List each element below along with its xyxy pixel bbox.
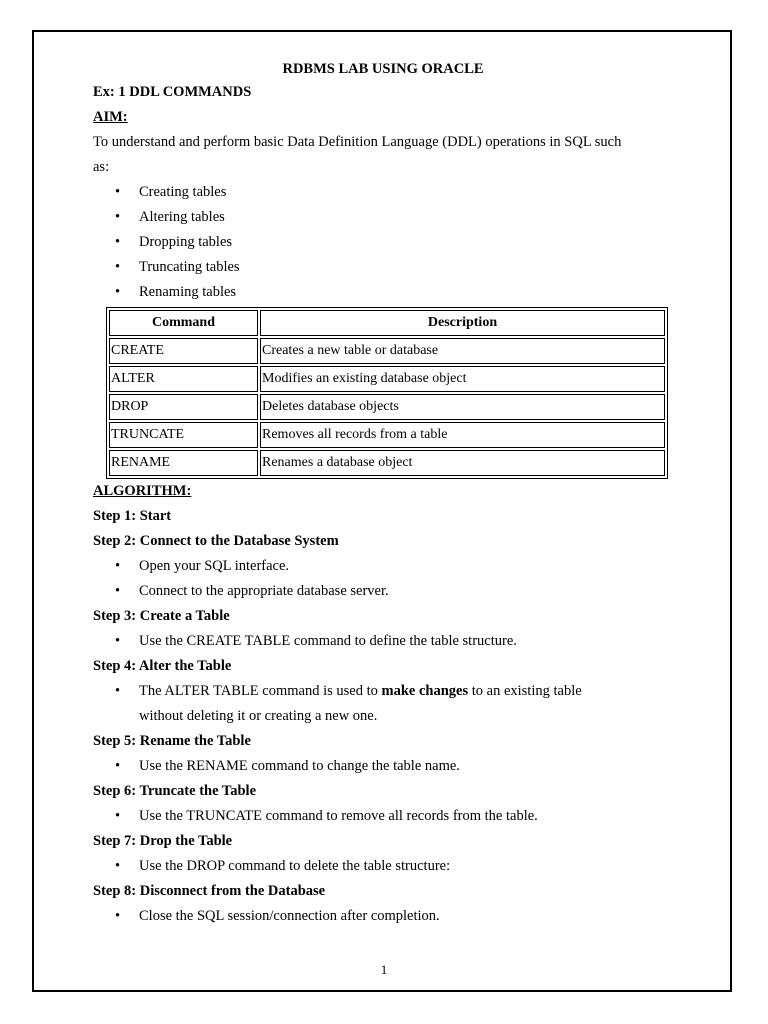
- page-number: 1: [380, 962, 388, 977]
- step-8: Step 8: Disconnect from the Database: [93, 883, 326, 899]
- list-item: • Altering tables: [115, 209, 225, 225]
- list-item: • Renaming tables: [115, 284, 237, 300]
- table-row: [109, 338, 665, 364]
- step-4-list: [93, 679, 683, 729]
- description-cell: Removes all records from a table: [260, 422, 665, 448]
- step-7-list: [93, 854, 683, 879]
- aim-list: [93, 180, 683, 305]
- table-row: [109, 394, 665, 420]
- step-5-list: [93, 754, 683, 779]
- exercise-heading: Ex: 1 DDL COMMANDS: [93, 84, 252, 100]
- column-header-command: Command: [109, 310, 258, 336]
- aim-heading: AIM:: [93, 109, 128, 125]
- document-title: RDBMS LAB USING ORACLE: [282, 61, 484, 77]
- list-item: • Truncating tables: [115, 259, 240, 275]
- list-item: • Open your SQL interface.: [115, 558, 290, 574]
- step-7: Step 7: Drop the Table: [93, 833, 233, 849]
- command-cell: TRUNCATE: [109, 422, 258, 448]
- list-item: • Close the SQL session/connection after completion.: [115, 908, 440, 924]
- list-item: • Dropping tables: [115, 234, 233, 250]
- table-header-row: [109, 310, 665, 336]
- table-row: [109, 422, 665, 448]
- step-3-list: [93, 629, 683, 654]
- step-3: Step 3: Create a Table: [93, 608, 230, 624]
- description-cell: Deletes database objects: [260, 394, 665, 420]
- list-item: • Use the RENAME command to change the table name.: [115, 758, 460, 774]
- command-cell: CREATE: [109, 338, 258, 364]
- table-row: [109, 366, 665, 392]
- list-item: • Use the CREATE TABLE command to define the table structure.: [115, 633, 517, 649]
- list-item: • Connect to the appropriate database server.: [115, 583, 389, 599]
- description-cell: Modifies an existing database object: [260, 366, 665, 392]
- description-cell: Creates a new table or database: [260, 338, 665, 364]
- list-item: • The ALTER TABLE command is used to make changes to an existing table without deleting it or creating a new one.: [115, 683, 582, 724]
- ddl-commands-table: [106, 307, 668, 479]
- step-2: Step 2: Connect to the Database System: [93, 533, 339, 549]
- table-row: [109, 450, 665, 476]
- step-1: Step 1: Start: [93, 508, 172, 524]
- aim-text-line-1: To understand and perform basic Data Definition Language (DDL) operations in SQL such: [93, 134, 622, 150]
- aim-text-line-2: as:: [93, 159, 110, 175]
- step-6: Step 6: Truncate the Table: [93, 783, 257, 799]
- list-item: • Use the DROP command to delete the table structure:: [115, 858, 451, 874]
- command-cell: DROP: [109, 394, 258, 420]
- command-cell: RENAME: [109, 450, 258, 476]
- algorithm-heading: ALGORITHM:: [93, 483, 192, 499]
- document-body: [93, 58, 683, 929]
- step-5: Step 5: Rename the Table: [93, 733, 251, 749]
- description-cell: Renames a database object: [260, 450, 665, 476]
- command-cell: ALTER: [109, 366, 258, 392]
- step-8-list: [93, 904, 683, 929]
- column-header-description: Description: [260, 310, 665, 336]
- list-item: • Use the TRUNCATE command to remove all records from the table.: [115, 808, 538, 824]
- list-item: • Creating tables: [115, 184, 227, 200]
- step-2-list: [93, 554, 683, 604]
- step-4: Step 4: Alter the Table: [93, 658, 232, 674]
- step-6-list: [93, 804, 683, 829]
